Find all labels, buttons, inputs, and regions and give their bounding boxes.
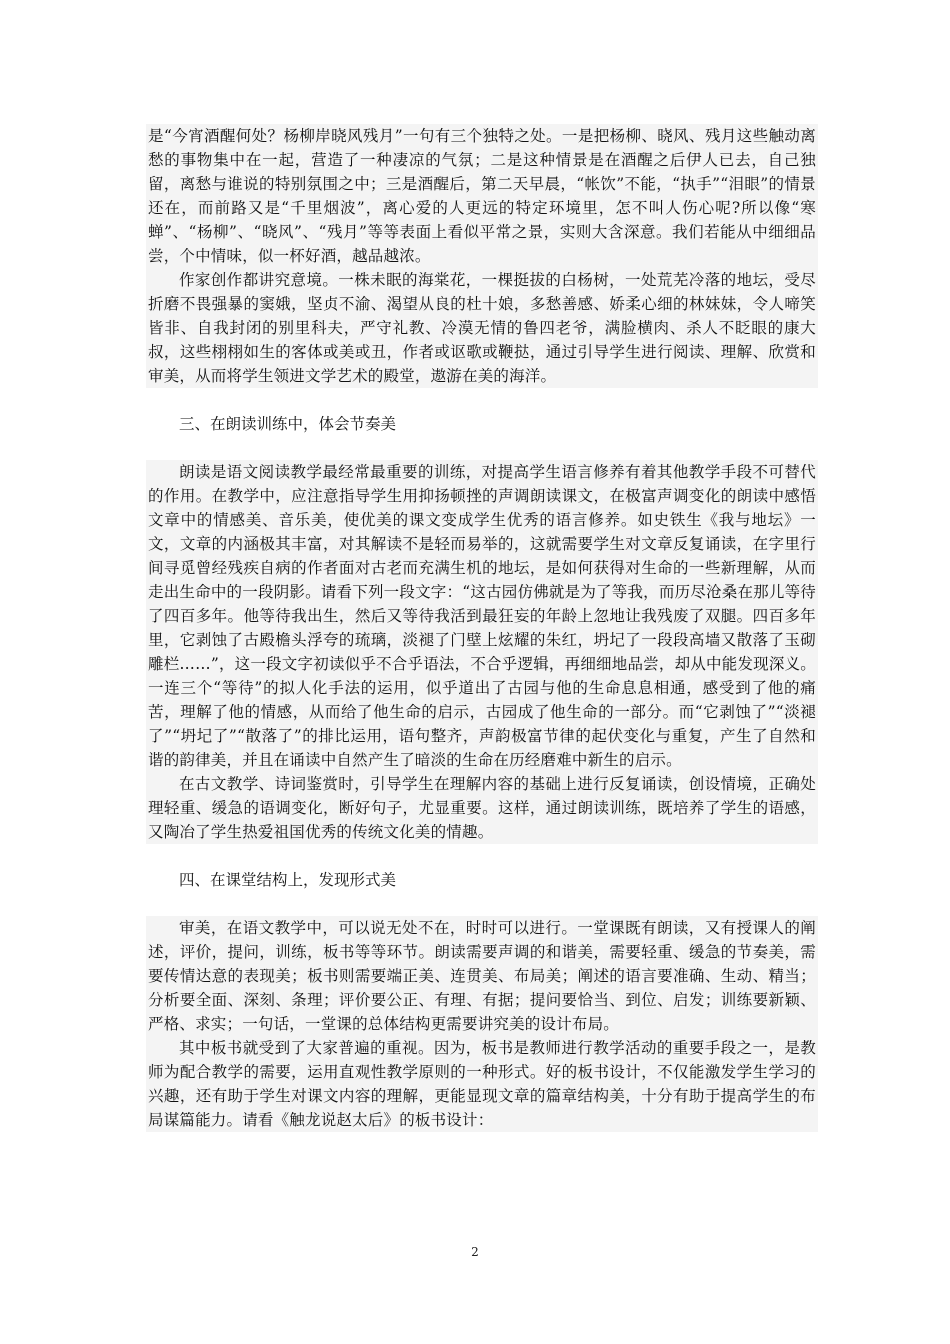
section-heading-4: 四、在课堂结构上，发现形式美 — [179, 871, 397, 889]
paragraph-1: 是“今宵酒醒何处？杨柳岸晓风残月”一句有三个独特之处。一是把杨柳、晓风、残月这些触动离愁的事物集中在一起，营造了一种凄凉的气氛；二是这种情景是在酒醒之后伊人已去，自己独留，离愁与谁说的特别氛围之中；三是酒醒后，第二天早晨，“帐饮”不能，“执手”“泪眼”的情景还在，而前路又是“千里烟波”，离心爱的人更远的特定环境里，怎不叫人伤心呢?所以像“寒蝉”、“杨柳”、“晓风”、“残月”等等表面上看似平常之景，实则大含深意。我们若能从中细细品尝，个中情味，似一杯好酒，越品越浓。 — [146, 124, 818, 268]
paragraph-5: 审美，在语文教学中，可以说无处不在，时时可以进行。一堂课既有朗读，又有授课人的阐述，评价，提问，训练，板书等等环节。朗读需要声调的和谐美，需要轻重、缓急的节奏美，需要传情达意的表现美；板书则需要端正美、连贯美、布局美；阐述的语言要准确、生动、精当；分析要全面、深刻、条理；评价要公正、有理、有据；提问要恰当、到位、启发；训练要新颖、严格、求实；一句话，一堂课的总体结构更需要讲究美的设计布局。 — [146, 916, 818, 1036]
page-number: 2 — [471, 1245, 479, 1259]
section-heading-3: 三、在朗读训练中，体会节奏美 — [179, 415, 397, 433]
paragraph-4: 在古文教学、诗词鉴赏时，引导学生在理解内容的基础上进行反复诵读，创设情境，正确处理轻重、缓急的语调变化，断好句子，尤显重要。这样，通过朗读训练，既培养了学生的语感，又陶冶了学生热爱祖国优秀的传统文化美的情趣。 — [146, 772, 818, 844]
paragraph-6: 其中板书就受到了大家普遍的重视。因为，板书是教师进行教学活动的重要手段之一，是教师为配合教学的需要，运用直观性教学原则的一种形式。好的板书设计，不仅能激发学生学习的兴趣，还有助于学生对课文内容的理解，更能显现文章的篇章结构美，十分有助于提高学生的布局谋篇能力。请看《触龙说赵太后》的板书设计： — [146, 1036, 818, 1132]
paragraph-3: 朗读是语文阅读教学最经常最重要的训练，对提高学生语言修养有着其他教学手段不可替代的作用。在教学中，应注意指导学生用抑扬顿挫的声调朗读课文，在极富声调变化的朗读中感悟文章中的情感美、音乐美，使优美的课文变成学生优秀的语言修养。如史铁生《我与地坛》一文，文章的内涵极其丰富，对其解读不是轻而易举的，这就需要学生对文章反复诵读，在字里行间寻觅曾经残疾自病的作者面对古老而充满生机的地坛，是如何获得对生命的一些新理解，从而走出生命中的一段阴影。请看下列一段文字：“这古园仿佛就是为了等我，而历尽沧桑在那儿等待了四百多年。他等待我出生，然后又等待我活到最狂妄的年龄上忽地让我残废了双腿。四百多年里，它剥蚀了古殿檐头浮夸的琉璃，淡褪了门壁上炫耀的朱红，坍圮了一段段高墙又散落了玉砌雕栏……”，这一段文字初读似乎不合乎语法，不合乎逻辑，再细细地品尝，却从中能发现深义。一连三个“等待”的拟人化手法的运用，似乎道出了古园与他的生命息息相通，感受到了他的痛苦，理解了他的情感，从而给了他生命的启示，古园成了他生命的一部分。而“它剥蚀了”“淡褪了”“坍圮了”“散落了”的排比运用，语句整齐，声韵极富节律的起伏变化与重复，产生了自然和谐的韵律美，并且在诵读中自然产生了暗淡的生命在历经磨难中新生的启示。 — [146, 460, 818, 772]
paragraph-2: 作家创作都讲究意境。一株未眠的海棠花，一棵挺拔的白杨树，一处荒芜冷落的地坛，受尽折磨不畏强暴的窦娥，坚贞不渝、渴望从良的杜十娘，多愁善感、娇柔心细的林妹妹，令人啼笑皆非、自我封闭的别里科夫，严守礼教、冷漠无情的鲁四老爷，满脸横肉、杀人不眨眼的康大叔，这些栩栩如生的客体或美或丑，作者或讴歌或鞭挞，通过引导学生进行阅读、理解、欣赏和审美，从而将学生领进文学艺术的殿堂，遨游在美的海洋。 — [146, 268, 818, 388]
document-body — [146, 124, 818, 1132]
